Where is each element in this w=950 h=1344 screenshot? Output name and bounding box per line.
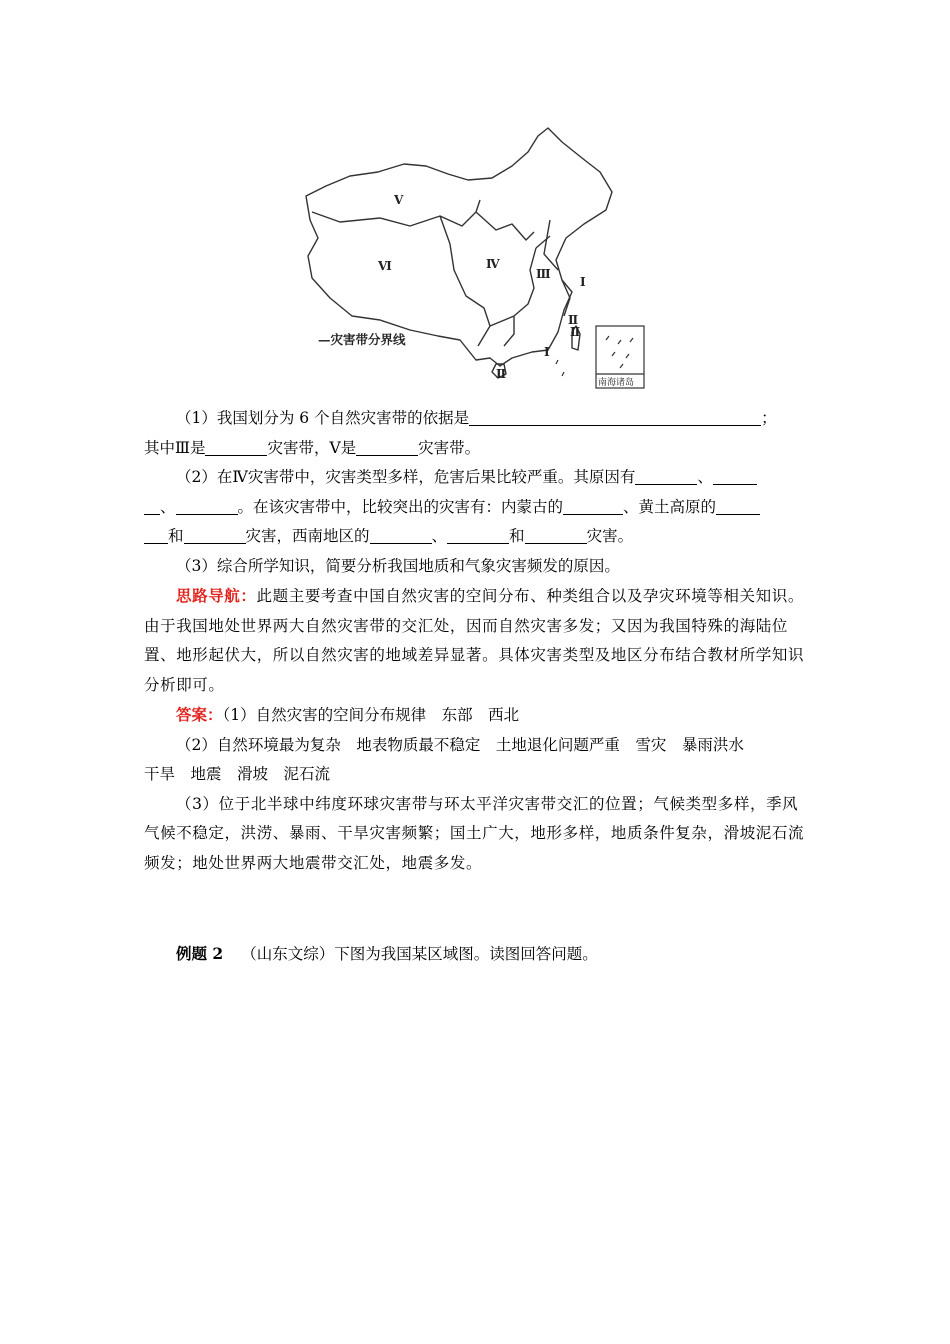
answer-blank (184, 526, 246, 544)
answer-blank (563, 497, 623, 515)
answer-blank (205, 438, 267, 456)
q1-text: 灾害带，Ⅴ是 (267, 438, 357, 457)
answer-1 (144, 700, 806, 731)
q1-text: 灾害带。 (418, 438, 481, 457)
question-2-line-3 (144, 522, 806, 552)
answer-blank (635, 467, 697, 485)
zone-label-ii: Ⅱ (496, 367, 507, 381)
answer-blank (713, 467, 757, 485)
zone-boundary (440, 216, 490, 346)
answer-2-line-1: （2）自然环境最为复杂 地表物质最不稳定 土地退化问题严重 雪灾 暴雨洪水 (176, 735, 744, 754)
q2-text: 、 (431, 527, 448, 545)
answer-blank (144, 497, 160, 515)
answer-label: 答案： (176, 705, 223, 724)
zone-label-ii: Ⅱ (570, 325, 581, 339)
zone-boundary (504, 316, 514, 346)
answer-blank (447, 526, 509, 544)
zone-label-v: Ⅴ (394, 193, 404, 207)
zone-boundary (476, 212, 534, 240)
example-label: 例题 2 (176, 944, 224, 963)
answer-blank (176, 497, 238, 515)
question-2-line-2 (144, 493, 806, 523)
q2-text: 。在该灾害带中，比较突出的灾害有：内蒙古的 (237, 497, 564, 516)
q2-text: 、 (697, 468, 713, 486)
q1-text: ； (761, 409, 777, 427)
q2-text: 和 (168, 527, 184, 545)
zone-label-iii: Ⅲ (536, 267, 551, 281)
q2-text: 和 (509, 527, 525, 545)
zone-boundary (544, 220, 558, 270)
q2-text: 、黄土高原的 (623, 497, 717, 516)
answer-blank (716, 497, 760, 515)
map-legend: —灾害带分界线 (318, 332, 406, 347)
q2-text: 灾害，西南地区的 (245, 527, 370, 545)
question-2-line-1 (144, 463, 806, 493)
china-outline (306, 128, 612, 366)
q2-text: 灾害。 (586, 527, 634, 545)
guide-text: 此题主要考查中国自然灾害的空间分布、种类组合以及孕灾环境等相关知识。由于我国地处世界两大自然灾害带的交汇处，因而自然灾害多发；又因为我国特殊的海陆位置、地形起伏大，所以自然灾害的地域差异显著。具体灾害类型及地区分布结合教材所学知识分析即可。 (144, 587, 805, 694)
question-1-line-2 (144, 434, 806, 464)
q2-text: 、 (160, 497, 176, 516)
zone-label-i: Ⅰ (580, 275, 586, 289)
disaster-zone-map (300, 120, 660, 400)
answer-blank (356, 438, 418, 456)
q1-text: （1）我国划分为 6 个自然灾害带的依据是 (176, 409, 470, 427)
answer-3: （3）位于北半球中纬度环球灾害带与环太平洋灾害带交汇的位置；气候类型多样，季风气候不稳定，洪涝、暴雨、干旱灾害频繁；国土广大，地形多样，地质条件复杂，滑坡泥石流频发；地处世界两大地震带交汇处，地震多发。 (144, 794, 805, 872)
example-2 (176, 942, 598, 964)
zone-label-iv: Ⅳ (486, 257, 500, 271)
zone-label-i: Ⅰ (544, 345, 550, 359)
zone-boundary (536, 236, 550, 248)
answer-1-text: （1）自然灾害的空间分布规律 东部 西北 (222, 706, 520, 724)
question-1-line-1 (144, 404, 806, 434)
china-outline-map (300, 120, 660, 400)
q2-text: （2）在Ⅳ灾害带中，灾害类型多样，危害后果比较严重。其原因有 (176, 468, 636, 486)
answer-blank (525, 526, 587, 544)
solution-guide (144, 581, 806, 700)
inset-label: 南海诸岛 (598, 378, 635, 388)
guide-label: 思路导航： (176, 586, 257, 605)
q1-text: 其中Ⅲ是 (144, 438, 206, 457)
zone-label-vi: Ⅵ (378, 259, 392, 273)
answer-blank (469, 408, 761, 426)
answer-blank (144, 526, 168, 544)
answer-blank (370, 526, 432, 544)
document-body (144, 404, 806, 878)
zone-label-ii: Ⅱ (568, 313, 579, 327)
question-3: （3）综合所学知识，简要分析我国地质和气象灾害频发的原因。 (176, 556, 620, 575)
answer-2-line-2: 干旱 地震 滑坡 泥石流 (144, 765, 331, 783)
example-text: （山东文综）下图为我国某区域图。读图回答问题。 (241, 945, 598, 963)
